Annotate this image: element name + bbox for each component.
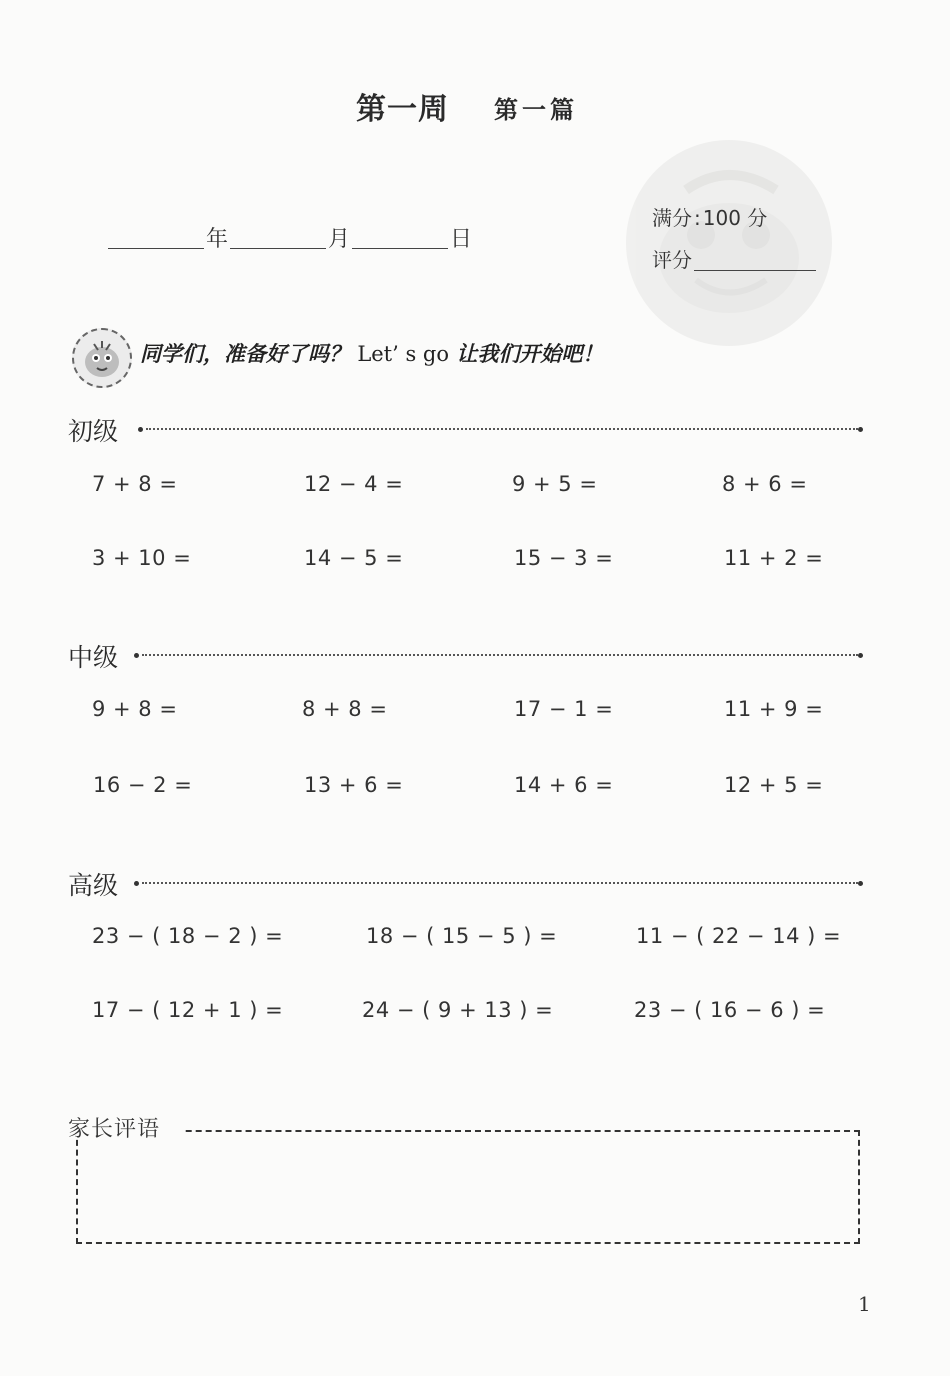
problem: 18 − ( 15 − 5 ) = [366,924,558,948]
problem: 14 − 5 = [304,546,404,570]
full-score [652,202,767,231]
day-label: 日 [450,227,473,252]
full-score-value: 100 [702,206,741,230]
problem: 3 + 10 = [92,546,192,570]
problem: 8 + 6 = [722,472,808,496]
page-number: 1 [858,1292,871,1316]
problem: 17 − 1 = [514,697,614,721]
page-subtitle: 第一篇 [494,96,578,124]
month-label: 月 [328,227,351,252]
problem: 12 − 4 = [304,472,404,496]
problem: 11 − ( 22 − 14 ) = [636,924,842,948]
parent-comment-box[interactable] [76,1130,860,1244]
problem: 12 + 5 = [724,773,824,797]
problem: 7 + 8 = [92,472,178,496]
problem: 17 − ( 12 + 1 ) = [92,998,284,1022]
problem: 14 + 6 = [514,773,614,797]
section-divider [142,882,858,884]
day-blank[interactable] [352,247,448,249]
section-dot [134,881,139,886]
page-title: 第一周 [356,92,449,127]
problem: 8 + 8 = [302,697,388,721]
month-blank[interactable] [230,247,326,249]
problem: 9 + 5 = [512,472,598,496]
mascot-icon [72,328,132,388]
section-dot [858,427,863,432]
year-label: 年 [206,227,229,252]
full-score-label: 满分 [652,206,692,230]
section-divider [142,654,858,656]
problem: 23 − ( 18 − 2 ) = [92,924,284,948]
parent-comment-label: 家长评语 [68,1117,161,1142]
section-dot [138,427,143,432]
grade-blank[interactable] [694,270,816,271]
problem: 11 + 2 = [724,546,824,570]
intro-part2: 让我们开始吧！ [456,342,604,366]
problem: 15 − 3 = [514,546,614,570]
grade-label: 评分 [652,248,692,272]
grade-score [652,244,816,273]
mascot-watermark [626,140,832,346]
problem: 13 + 6 = [304,773,404,797]
date-row [108,222,472,253]
intro-text [140,338,603,368]
section-title-intermediate: 中级 [68,643,119,672]
section-dot [858,653,863,658]
problem: 23 − ( 16 − 6 ) = [634,998,826,1022]
full-score-unit: 分 [747,206,768,230]
section-title-advanced: 高级 [68,871,119,900]
full-score-separator: : [694,206,701,230]
intro-part1: 同学们，准备好了吗？ [140,342,350,366]
year-blank[interactable] [108,247,204,249]
problem: 16 − 2 = [93,773,193,797]
section-divider [146,428,858,430]
problem: 9 + 8 = [92,697,178,721]
problem: 11 + 9 = [724,697,824,721]
intro-english: Let’ s go [357,342,450,366]
section-dot [858,881,863,886]
section-title-beginner: 初级 [68,417,119,446]
section-dot [134,653,139,658]
problem: 24 − ( 9 + 13 ) = [362,998,554,1022]
